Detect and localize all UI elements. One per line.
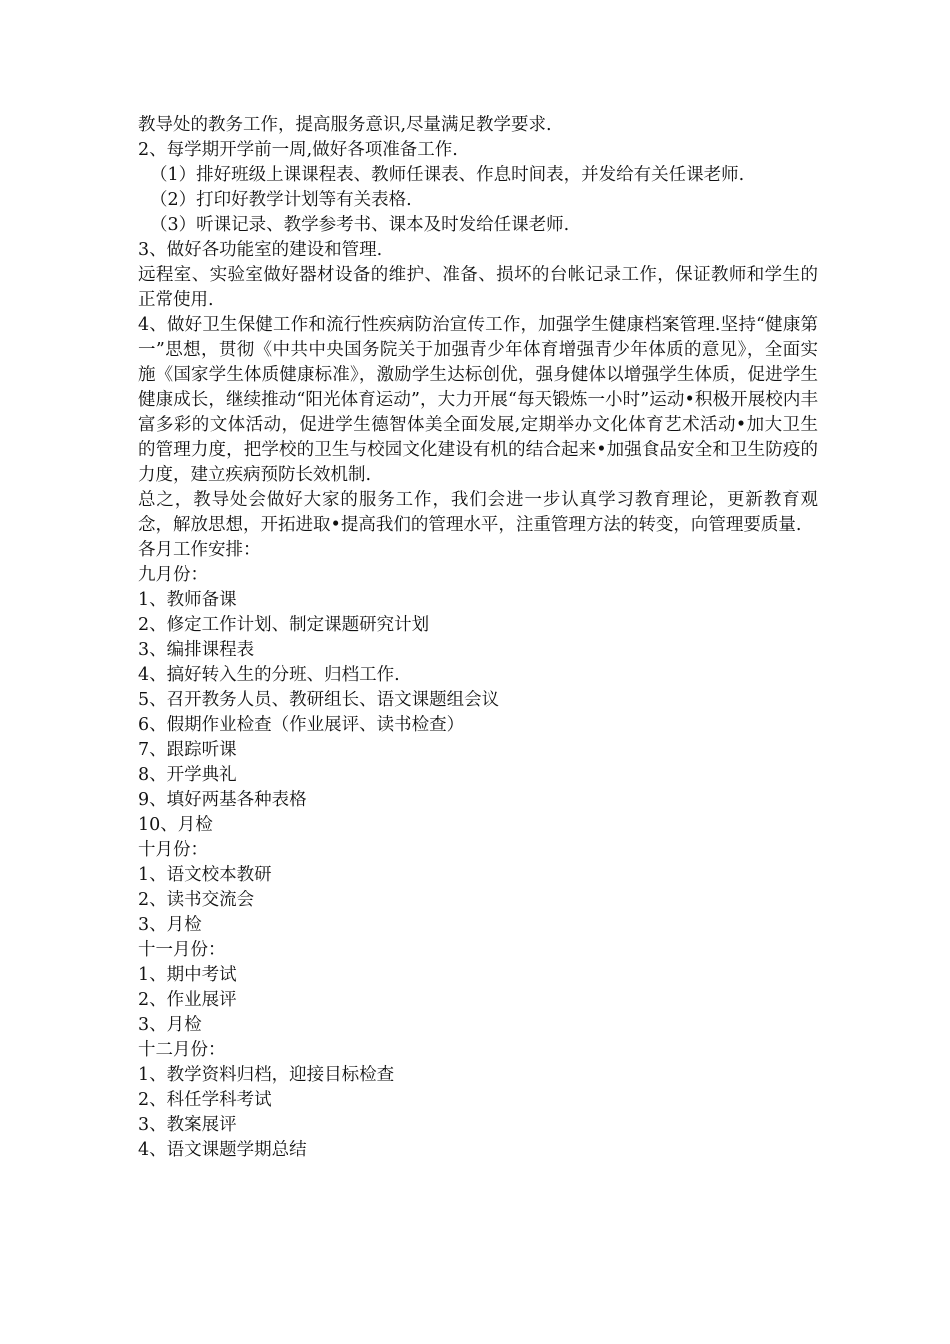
list-item: 1、教师备课: [138, 590, 237, 610]
list-item: 5、召开教务人员、教研组长、语文课题组会议: [138, 690, 500, 710]
month-heading: 九月份：: [138, 565, 208, 585]
list-item: 3、编排课程表: [138, 640, 255, 660]
list-item: 4、搞好转入生的分班、归档工作.: [138, 665, 400, 685]
section-heading: 各月工作安排：: [138, 540, 261, 560]
text-line: 总之，教导处会做好大家的服务工作，我们会进一步认真学习教育理论，更新教育观念，解放思想，开拓进取•提高我们的管理水平，注重管理方法的转变，向管理要质量.: [138, 490, 818, 535]
list-item: 3、教案展评: [138, 1115, 237, 1135]
list-item: 3、月检: [138, 1015, 202, 1035]
list-item: 1、期中考试: [138, 965, 237, 985]
list-item: 2、读书交流会: [138, 890, 255, 910]
list-item: 7、跟踪听课: [138, 740, 237, 760]
month-heading: 十一月份：: [138, 940, 226, 960]
list-item: 9、填好两基各种表格: [138, 790, 307, 810]
list-item: 4、语文课题学期总结: [138, 1140, 307, 1160]
text-line: 2、每学期开学前一周,做好各项准备工作.: [138, 140, 458, 160]
list-item: 1、语文校本教研: [138, 865, 272, 885]
list-item: 3、月检: [138, 915, 202, 935]
month-heading: 十月份：: [138, 840, 208, 860]
text-line: （1）排好班级上课课程表、教师任课表、作息时间表，并发给有关任课老师.: [150, 165, 745, 185]
text-line: 4、做好卫生保健工作和流行性疾病防治宣传工作，加强学生健康档案管理.坚持“健康第一”思想，贯彻《中共中央国务院关于加强青少年体育增强青少年体质的意见》，全面实施《国家学生体质健康标准》，激励学生达标创优，强身健体以增强学生体质，促进学生健康成长，继续推动“阳光体育运动”，大力开展“每天锻炼一小时”运动•积极开展校内丰富多彩的文体活动，促进学生德智体美全面发展,定期举办文化体育艺术活动•加大卫生的管理力度，把学校的卫生与校园文化建设有机的结合起来•加强食品安全和卫生防疫的力度，建立疾病预防长效机制.: [138, 315, 818, 485]
list-item: 2、作业展评: [138, 990, 237, 1010]
text-line: 远程室、实验室做好器材设备的维护、准备、损坏的台帐记录工作，保证教师和学生的正常使用.: [138, 265, 818, 310]
text-line: （2）打印好教学计划等有关表格.: [150, 190, 412, 210]
list-item: 10、月检: [138, 815, 213, 835]
list-item: 8、开学典礼: [138, 765, 237, 785]
list-item: 1、教学资料归档，迎接目标检查: [138, 1065, 395, 1085]
list-item: 6、假期作业检查（作业展评、读书检查）: [138, 715, 465, 735]
month-heading: 十二月份：: [138, 1040, 226, 1060]
text-line: 3、做好各功能室的建设和管理.: [138, 240, 383, 260]
text-line: （3）听课记录、教学参考书、课本及时发给任课老师.: [150, 215, 570, 235]
text-line: 教导处的教务工作，提高服务意识,尽量满足教学要求.: [138, 115, 552, 135]
document-body: [138, 113, 818, 1163]
list-item: 2、修定工作计划、制定课题研究计划: [138, 615, 430, 635]
list-item: 2、科任学科考试: [138, 1090, 272, 1110]
